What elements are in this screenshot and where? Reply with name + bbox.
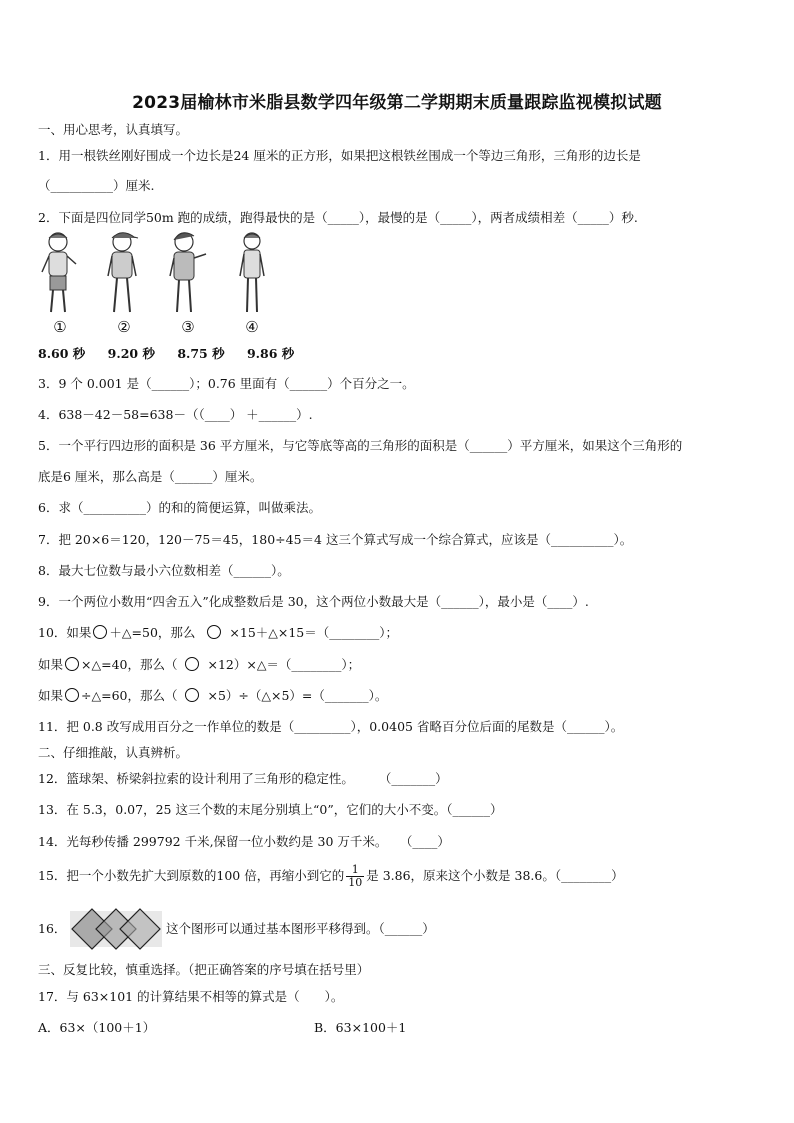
question-16-text: 这个图形可以通过基本图形平移得到。（______） — [166, 921, 435, 936]
exam-title: 2023届榆林市米脂县数学四年级第二学期期末质量跟踪监视模拟试题 — [132, 93, 662, 113]
question-5-line-1: 5．一个平行四边形的面积是 36 平方厘米，与它等底等高的三角形的面积是（______）平方厘米，如果这个三角形的 — [38, 438, 683, 453]
q10b-middle: ×△=40，那么（ — [81, 657, 178, 672]
runner-1-time: 8.60 秒 — [38, 346, 86, 361]
question-8: 8．最大七位数与最小六位数相差（______）。 — [38, 563, 290, 578]
question-2: 2．下面是四位同学50m 跑的成绩，跑得最快的是（_____），最慢的是（_____），两者成绩相差（_____）秒. — [38, 210, 638, 225]
question-13: 13．在 5.3，0.07，25 这三个数的末尾分别填上“0”，它们的大小不变。（______） — [38, 802, 503, 817]
question-1-line-2: （__________）厘米. — [38, 178, 155, 193]
circle-symbol-icon — [93, 625, 107, 639]
question-9: 9．一个两位小数用“四舍五入”化成整数后是 30，这个两位小数最大是（______），最小是（____）. — [38, 594, 589, 609]
runner-2-number: ② — [117, 318, 131, 336]
question-11: 11．把 0.8 改写成用百分之一作单位的数是（_________），0.0405 省略百分位后面的尾数是（______）。 — [38, 719, 624, 734]
circle-symbol-icon — [207, 625, 221, 639]
runners-illustration — [30, 228, 280, 340]
runner-2-figure — [98, 228, 150, 340]
question-3: 3．9 个 0.001 是（______）；0.76 里面有（______）个百分之一。 — [38, 376, 415, 391]
question-12: 12．篮球架、桥梁斜拉索的设计利用了三角形的稳定性。 （_______） — [38, 771, 448, 786]
q10a-suffix: ×15＋△×15＝（________）； — [229, 625, 399, 640]
q10b-prefix: 如果 — [38, 657, 64, 672]
runner-4-figure — [226, 228, 278, 340]
circle-symbol-icon — [185, 657, 199, 671]
section-3-heading: 三、反复比较，慎重选择。（把正确答案的序号填在括号里） — [38, 962, 370, 977]
question-10-line-1 — [38, 625, 398, 641]
question-16-number: 16． — [38, 921, 67, 936]
question-10-line-3 — [38, 688, 387, 704]
runner-3-figure — [162, 228, 214, 340]
question-1-line-1: 1．用一根铁丝刚好围成一个边长是24 厘米的正方形，如果把这根铁丝围成一个等边三角形，三角形的边长是 — [38, 148, 641, 163]
question-14: 14．光每秒传播 299792 千米,保留一位小数约是 30 万千米。 （____） — [38, 834, 450, 849]
runner-4-number: ④ — [245, 318, 259, 336]
section-1-heading: 一、用心思考，认真填写。 — [38, 122, 189, 137]
question-17-option-a: A．63×（100＋1） — [38, 1020, 156, 1035]
question-4: 4．638－42－58=638－（（____） ＋______）. — [38, 407, 313, 422]
q15-prefix: 15．把一个小数先扩大到原数的100 倍，再缩小到它的 — [38, 868, 345, 883]
runner-3-time: 8.75 秒 — [177, 346, 225, 361]
runner-times — [38, 344, 312, 362]
runner-1-number: ① — [53, 318, 67, 336]
q10a-prefix: 10．如果 — [38, 625, 92, 640]
question-17: 17．与 63×101 的计算结果不相等的算式是（ ）。 — [38, 989, 344, 1004]
q10a-middle: ＋△=50，那么 — [109, 625, 196, 640]
question-15 — [38, 862, 624, 890]
question-5-line-2: 底是6 厘米，那么高是（______）厘米。 — [38, 469, 263, 484]
fraction-numerator: 1 — [346, 864, 364, 877]
q10c-suffix: ×5）÷（△×5）=（_______）。 — [207, 688, 388, 703]
runner-3-number: ③ — [181, 318, 195, 336]
runner-4-time: 9.86 秒 — [246, 346, 295, 361]
fraction-one-tenth — [346, 864, 364, 889]
q15-suffix: 是 3.86，原来这个小数是 38.6。（________） — [366, 868, 624, 883]
question-10-line-2 — [38, 657, 360, 673]
fraction-denominator: 10 — [348, 876, 363, 889]
section-2-heading: 二、仔细推敲，认真辨析。 — [38, 745, 189, 760]
question-17-option-b: B．63×100＋1 — [314, 1020, 407, 1035]
q10c-prefix: 如果 — [38, 688, 64, 703]
circle-symbol-icon — [185, 688, 199, 702]
circle-symbol-icon — [65, 688, 79, 702]
circle-symbol-icon — [65, 657, 79, 671]
q10b-suffix: ×12）×△＝（________）； — [207, 657, 361, 672]
q10c-middle: ÷△=60，那么（ — [81, 688, 178, 703]
question-7: 7．把 20×6＝120，120－75＝45，180÷45＝4 这三个算式写成一个综合算式，应该是（__________）。 — [38, 532, 633, 547]
question-6: 6．求（__________）的和的简便运算，叫做乘法。 — [38, 500, 321, 515]
runner-1-figure — [34, 228, 86, 340]
translated-diamonds-figure — [70, 907, 162, 951]
runner-2-time: 9.20 秒 — [107, 346, 155, 361]
